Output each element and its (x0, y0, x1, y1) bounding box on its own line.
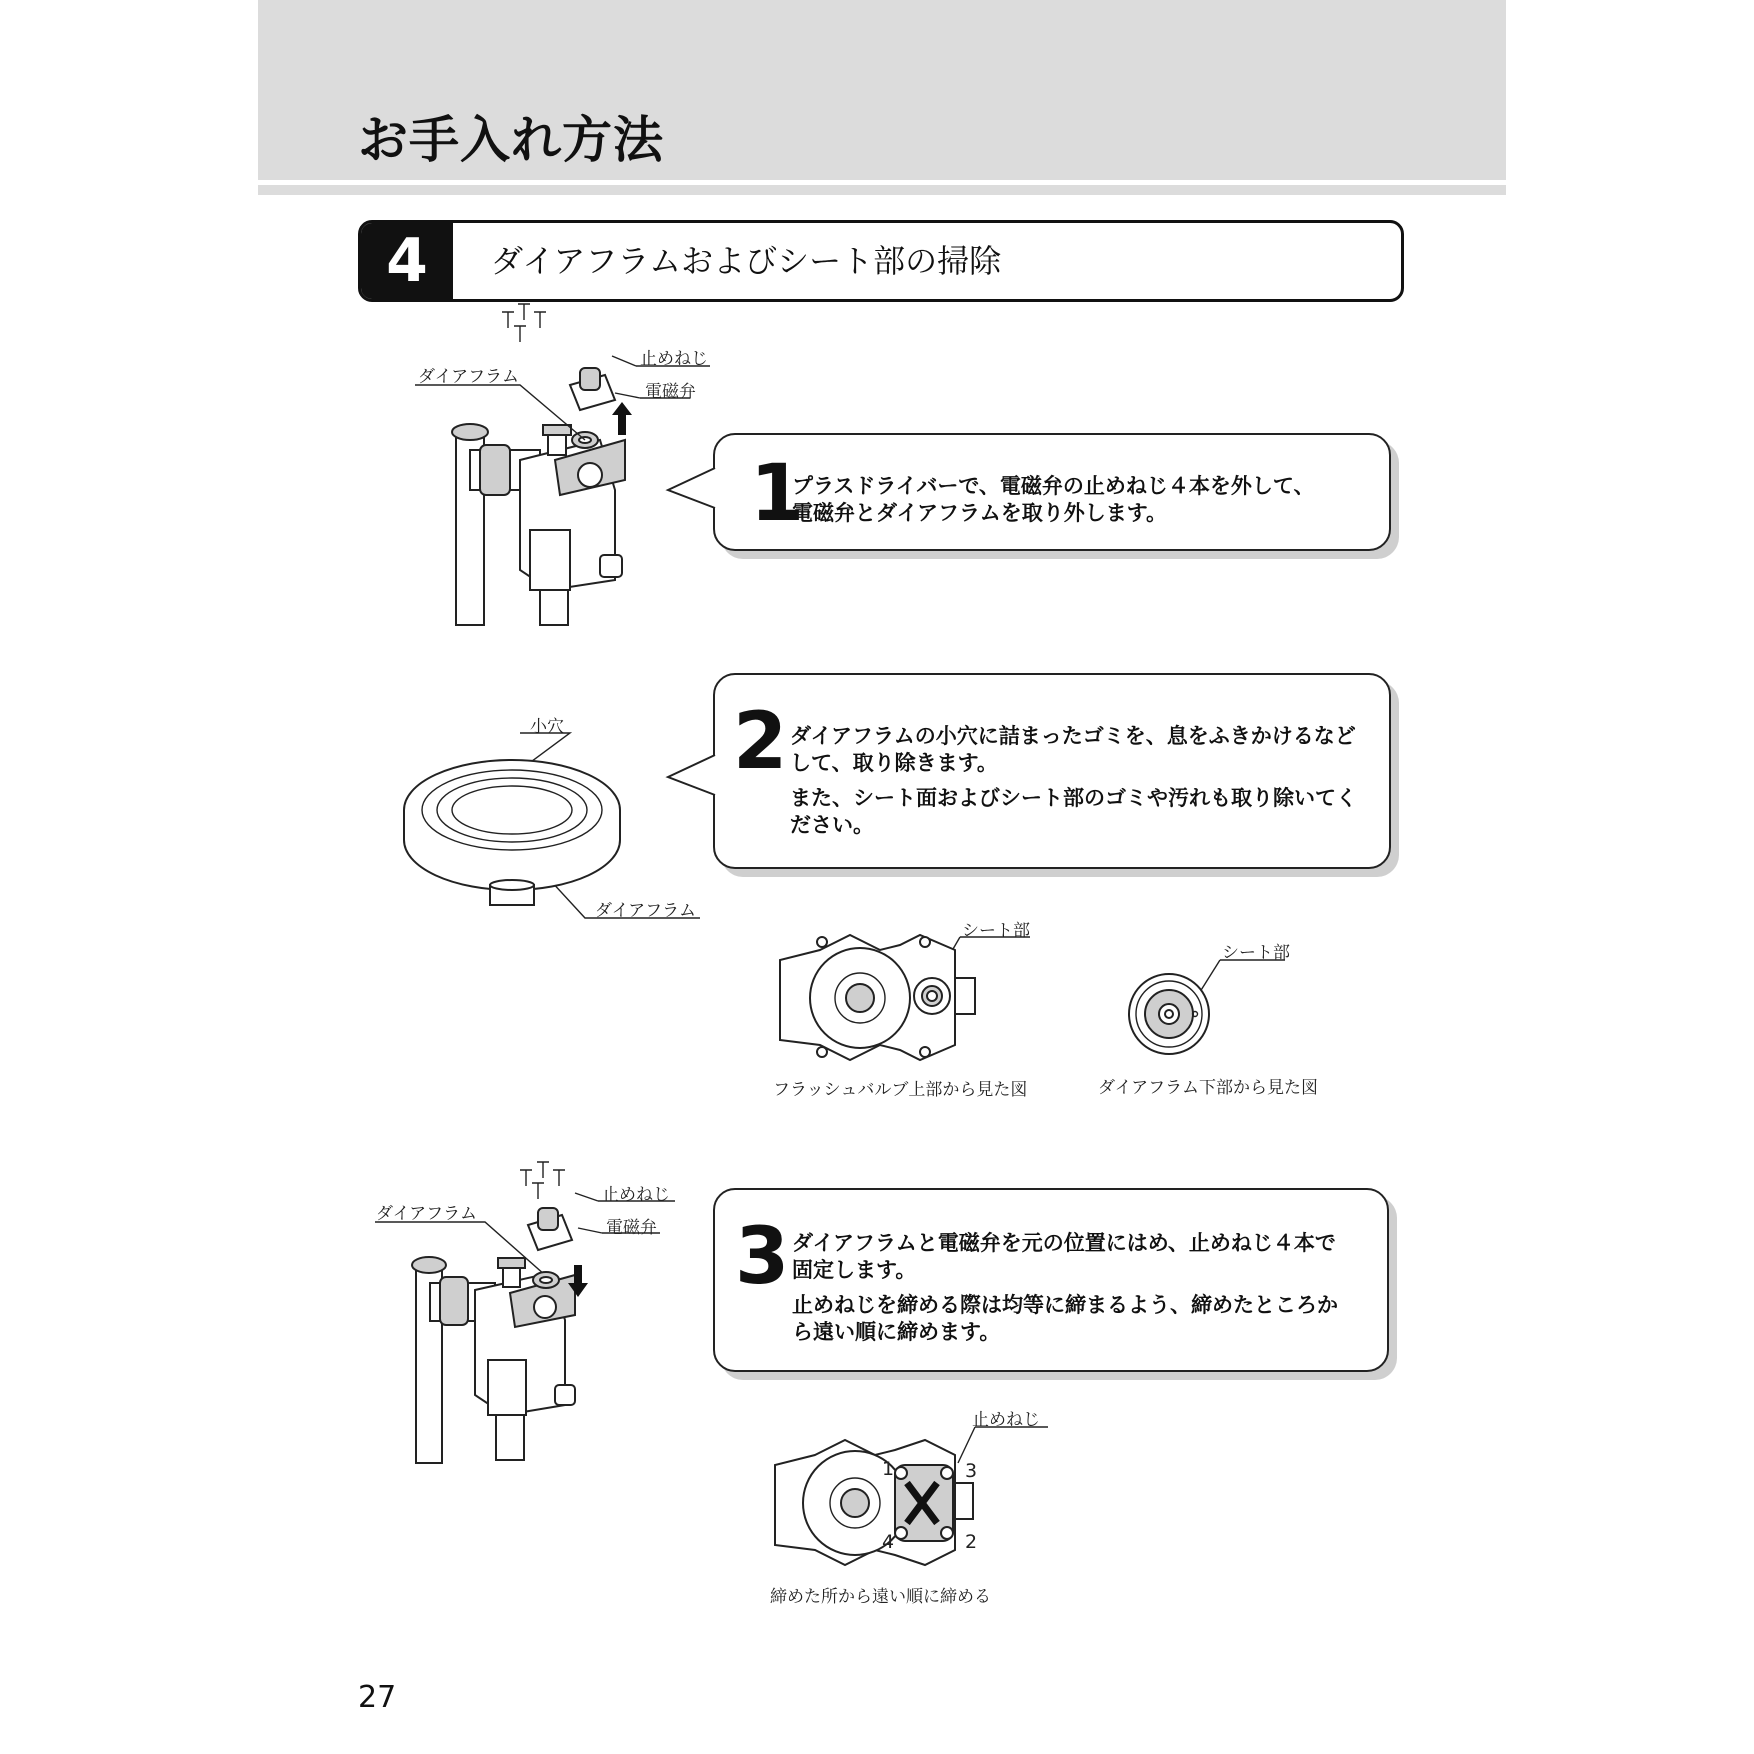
label-screws-2: 止めねじ (602, 1185, 670, 1205)
caption-valve-top: フラッシュバルブ上部から見た図 (773, 1080, 1028, 1100)
caption-tighten-order: 締めた所から遠い順に締める (770, 1587, 991, 1607)
label-solenoid-1: 電磁弁 (645, 382, 696, 402)
step-2-bubble-pointer (668, 755, 718, 805)
step-1-line-2: 電磁弁とダイアフラムを取り外します。 (792, 501, 1168, 525)
section-title: ダイアフラムおよびシート部の掃除 (491, 242, 1002, 280)
order-number-2: 2 (965, 1531, 978, 1553)
step-1-text (792, 473, 1314, 527)
step-3-bubble (713, 1188, 1389, 1372)
step-2-line-4: ださい。 (790, 813, 874, 837)
step-1-number: 1 (750, 449, 805, 539)
step-3-number: 3 (735, 1212, 790, 1302)
page-title: お手入れ方法 (358, 111, 664, 169)
order-number-4: 4 (882, 1531, 895, 1553)
step-2-text (790, 723, 1357, 839)
label-diaphragm-2: ダイアフラム (595, 901, 696, 921)
order-number-1: 1 (882, 1458, 895, 1480)
step-2-line-3: また、シート面およびシート部のゴミや汚れも取り除いてく (790, 786, 1357, 810)
step-1-bubble (713, 433, 1391, 551)
page-number: 27 (358, 1680, 397, 1715)
label-screws-3: 止めねじ (972, 1410, 1040, 1430)
label-diaphragm-1: ダイアフラム (418, 367, 519, 387)
valve-top-view-illustration (780, 930, 1000, 1065)
step-2-line-1: ダイアフラムの小穴に詰まったゴミを、息をふきかけるなど (790, 724, 1356, 748)
step-2-line-2: して、取り除きます。 (790, 751, 998, 775)
step-2-number: 2 (733, 697, 788, 787)
label-seat-2: シート部 (1222, 943, 1290, 963)
label-solenoid-2: 電磁弁 (606, 1218, 657, 1238)
step-3-line-1: ダイアフラムと電磁弁を元の位置にはめ、止めねじ４本で (792, 1231, 1336, 1255)
step-1-line-1: プラスドライバーで、電磁弁の止めねじ４本を外して、 (792, 474, 1315, 498)
diaphragm-bottom-view-illustration (1125, 970, 1215, 1060)
order-number-3: 3 (965, 1460, 978, 1482)
step-3-line-2: 固定します。 (792, 1258, 917, 1282)
label-diaphragm-3: ダイアフラム (376, 1204, 477, 1224)
step-3-text (792, 1230, 1338, 1346)
tightening-order-illustration (775, 1435, 995, 1575)
step-2-bubble (713, 673, 1391, 869)
diaphragm-illustration (400, 740, 640, 920)
section-number: 4 (386, 226, 428, 296)
step-3-line-3: 止めねじを締める際は均等に締まるよう、締めたところか (792, 1293, 1338, 1317)
step-3-line-4: ら遠い順に締めます。 (792, 1320, 1001, 1344)
caption-diaphragm-bottom: ダイアフラム下部から見た図 (1098, 1078, 1318, 1098)
label-seat-1: シート部 (962, 921, 1030, 941)
step-1-bubble-pointer (668, 468, 718, 518)
label-screws-1: 止めねじ (640, 349, 708, 369)
label-small-hole: 小穴 (530, 717, 564, 737)
